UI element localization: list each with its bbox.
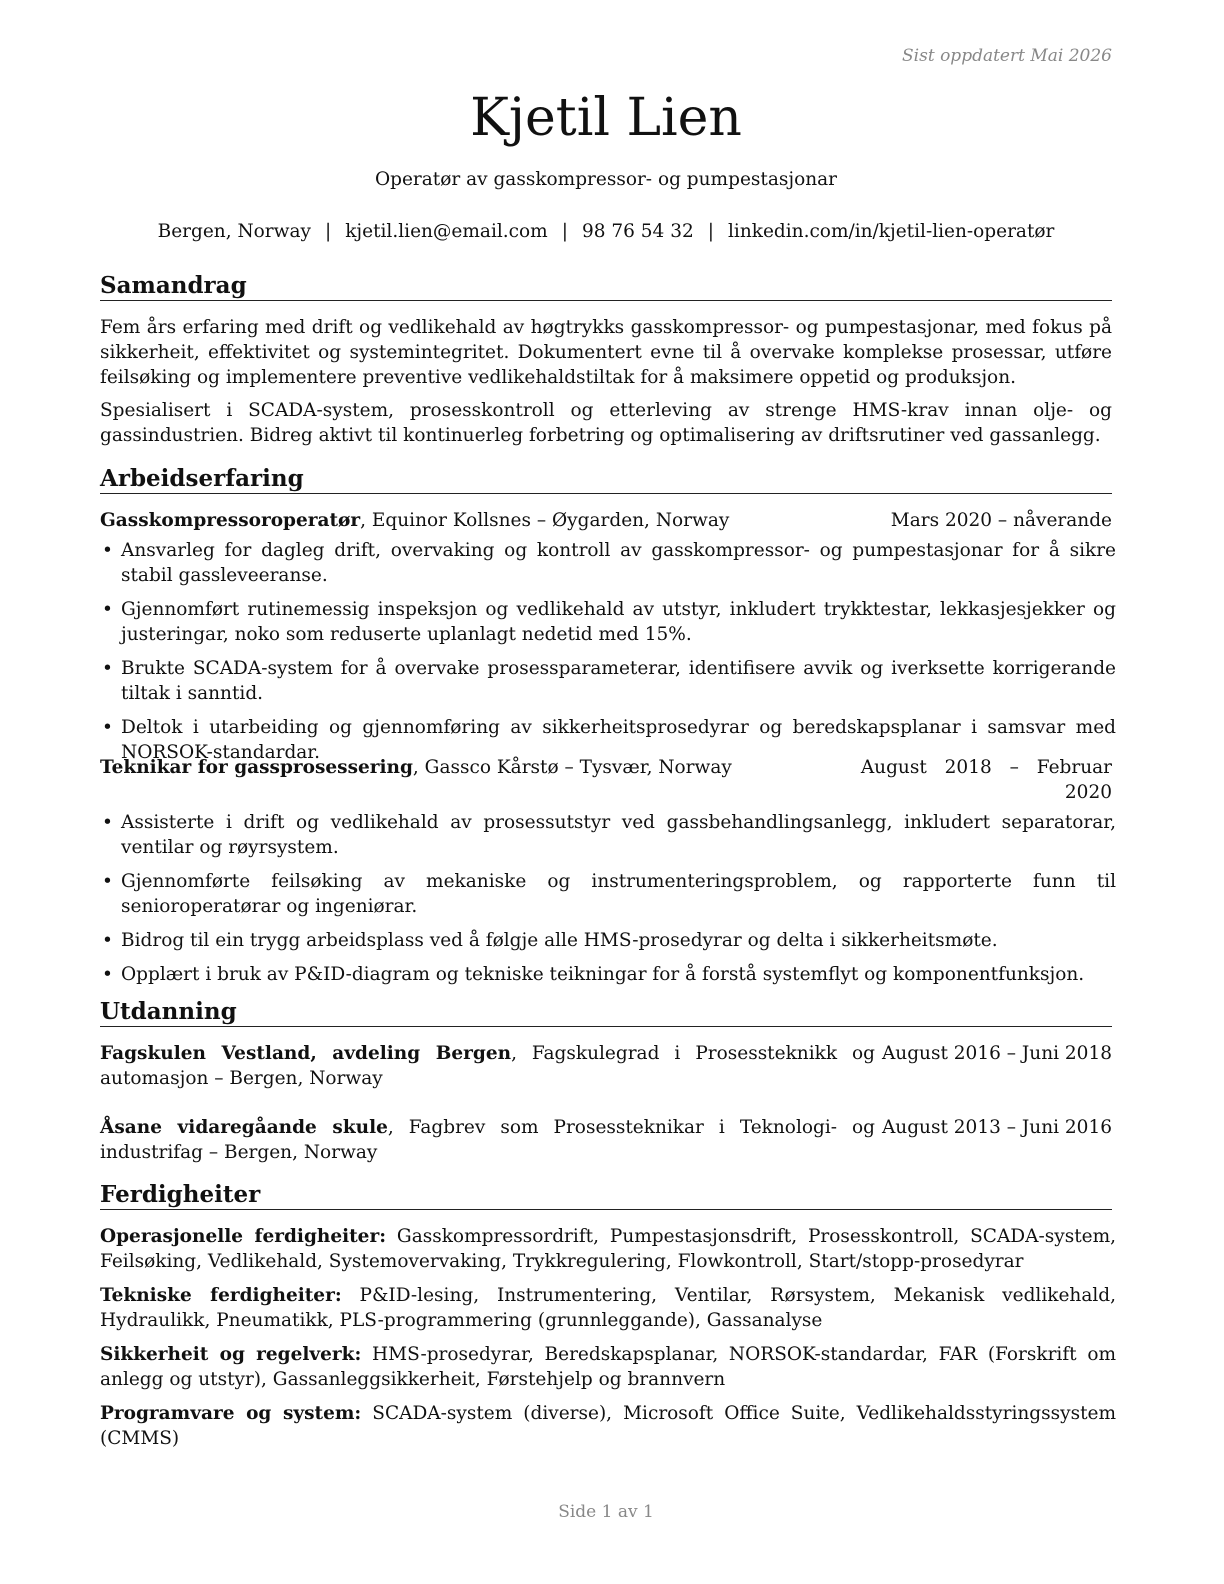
education-dates: August 2016 – Juni 2018 [881, 1043, 1112, 1064]
skill-group [100, 1283, 1116, 1333]
contact-separator: | [707, 221, 714, 242]
page-number: Side 1 av 1 [558, 1502, 654, 1522]
skill-group [100, 1224, 1116, 1274]
education-school: Åsane vidaregåande skule [100, 1117, 388, 1138]
education-detail: , Fagbrev som Prosessteknikar i Teknologi- og industrifag – Bergen, Norway [100, 1117, 875, 1163]
section-title-education: Utdanning [100, 998, 1112, 1027]
job-dates-line: August 2018 – Februar [860, 757, 1112, 778]
skill-group-items: Gasskompressordrift, Pumpestasjonsdrift, Prosesskontroll, SCADA-system, Feilsøking, Vedlikehald, Systemovervaking, Trykkregulering, Flowkontroll, Start/stopp-prosedyrar [100, 1226, 1116, 1272]
contact-location: Bergen, Norway [157, 221, 311, 242]
candidate-name: Kjetil Lien [470, 88, 742, 148]
education-school: Fagskulen Vestland, avdeling Bergen [100, 1043, 512, 1064]
list-item: • Ansvarleg for dagleg drift, overvaking og kontroll av gasskompressor- og pumpestasjonar for å sikre stabil gassleveeranse. [100, 538, 1116, 588]
list-item: • Assisterte i drift og vedlikehald av prosessutstyr ved gassbehandlingsanlegg, inkludert separatorar, ventilar og røyrsystem. [100, 810, 1116, 860]
job-dates [861, 755, 1112, 805]
job-dates-line: 2020 [1064, 782, 1112, 803]
skill-group-items: HMS-prosedyrar, Beredskapsplanar, NORSOK-standardar, FAR (Forskrift om anlegg og utstyr), Gassanleggsikkerheit, Førstehjelp og brannvern [100, 1344, 1116, 1390]
job-employer: , Gassco Kårstø – Tysvær, Norway [412, 757, 732, 778]
list-item: • Opplært i bruk av P&ID-diagram og tekniske teikningar for å forstå systemflyt og komponentfunksjon. [100, 962, 1116, 987]
contact-separator: | [561, 221, 568, 242]
contact-linkedin-link[interactable]: linkedin.com/in/kjetil-lien-operatør [727, 221, 1055, 242]
list-item: • Gjennomførte feilsøking av mekaniske og instrumenteringsproblem, og rapporterte funn til senioroperatørar og ingeniørar. [100, 869, 1116, 919]
skill-group-items: SCADA-system (diverse), Microsoft Office Suite, Vedlikehaldsstyringssystem (CMMS) [100, 1403, 1116, 1449]
summary-paragraph: Spesialisert i SCADA-system, prosesskontroll og etterleving av strenge HMS-krav innan olje- og gassindustrien. Bidreg aktivt til kontinuerleg forbetring og optimalisering av driftsrutiner ved gassanlegg. [100, 400, 1112, 446]
job-bullets [100, 810, 1116, 996]
education-dates: August 2013 – Juni 2016 [881, 1117, 1112, 1138]
skill-group-label: Programvare og system: [100, 1403, 362, 1424]
skill-group-label: Tekniske ferdigheiter: [100, 1285, 342, 1306]
section-title-summary: Samandrag [100, 272, 1112, 301]
education-entry [100, 1115, 1112, 1165]
education-entry [100, 1041, 1112, 1091]
section-title-skills: Ferdigheiter [100, 1181, 1112, 1210]
job-employer: , Equinor Kollsnes – Øygarden, Norway [360, 510, 730, 531]
summary-paragraph: Fem års erfaring med drift og vedlikehald av høgtrykks gasskompressor- og pumpestasjonar, med fokus på sikkerheit, effektivitet og systemintegritet. Dokumentert evne til å overvake komplekse prosessar, utføre feilsøking og implementere preventive vedlikehaldstiltak for å maksimere oppetid og produksjon. [100, 317, 1112, 388]
contact-line [100, 219, 1112, 244]
job-bullets [100, 538, 1116, 774]
skill-group-label: Sikkerheit og regelverk: [100, 1344, 362, 1365]
candidate-title: Operatør av gasskompressor- og pumpestasjonar [374, 169, 838, 190]
job-dates: Mars 2020 – nåverande [890, 510, 1112, 531]
skill-group [100, 1401, 1116, 1451]
job-role: Gasskompressoroperatør [100, 510, 361, 531]
skill-group-items: P&ID-lesing, Instrumentering, Ventilar, Rørsystem, Mekanisk vedlikehald, Hydraulikk, Pneumatikk, PLS-programmering (grunnleggande), Gassanalyse [100, 1285, 1116, 1331]
list-item: • Gjennomført rutinemessig inspeksjon og vedlikehald av utstyr, inkludert trykktestar, lekkasjesjekker og justeringar, noko som reduserte uplanlagt nedetid med 15%. [100, 597, 1116, 647]
contact-separator: | [324, 221, 332, 242]
list-item: • Brukte SCADA-system for å overvake prosessparameterar, identifisere avvik og iverksette korrigerande tiltak i sanntid. [100, 656, 1116, 706]
list-item: • Bidrog til ein trygg arbeidsplass ved å følgje alle HMS-prosedyrar og delta i sikkerheitsmøte. [100, 928, 1116, 953]
skill-group [100, 1342, 1116, 1392]
list-item: • Deltok i utarbeiding og gjennomføring av sikkerheitsprosedyrar og beredskapsplanar i samsvar med NORSOK-standardar. [100, 715, 1116, 765]
skills-section [100, 1224, 1116, 1460]
last-updated: Sist oppdatert Mai 2026 [902, 46, 1112, 66]
skill-group-label: Operasjonelle ferdigheiter: [100, 1226, 387, 1247]
education-detail: , Fagskulegrad i Prosessteknikk og automasjon – Bergen, Norway [100, 1043, 875, 1089]
contact-email-link[interactable]: kjetil.lien@email.com [345, 221, 548, 242]
job-role: Teknikar for gassprosessering [100, 757, 413, 778]
summary-section [100, 315, 1112, 456]
section-title-experience: Arbeidserfaring [100, 465, 1112, 494]
contact-phone: 98 76 54 32 [581, 221, 694, 242]
